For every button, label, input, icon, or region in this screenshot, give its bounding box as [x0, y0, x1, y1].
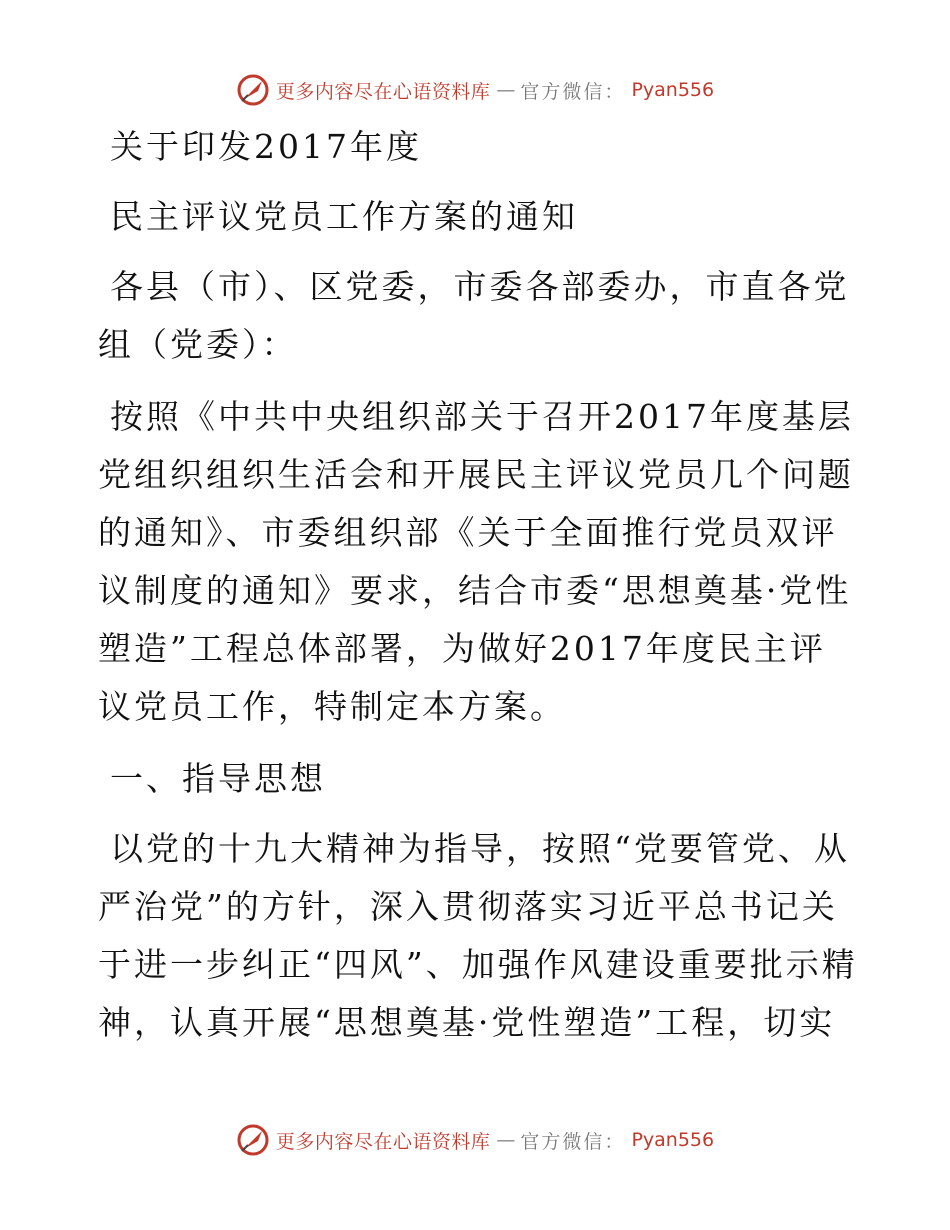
quill-logo-icon [236, 1123, 270, 1157]
section-heading-1: 一、指导思想 [110, 759, 326, 798]
document-body [98, 118, 858, 1066]
doc-salutation: 各县（市）、区党委，市委各部委办，市直各党组（党委）： [98, 267, 850, 364]
watermark-dash: — [496, 79, 515, 101]
doc-paragraph-2: 以党的十九大精神为指导，按照“党要管党、从严治党”的方针，深入贯彻落实习近平总书记关于进一步纠正“四风”、加强作风建设重要批示精神，认真开展“思想奠基·党性塑造”工程，切实 [98, 829, 858, 1042]
doc-title-line-2: 民主评议党员工作方案的通知 [110, 197, 578, 236]
footer-watermark [0, 1120, 950, 1160]
watermark-text: 更多内容尽在心语资料库 [275, 80, 491, 103]
header-watermark [0, 70, 950, 110]
watermark-id: Pyan556 [631, 1129, 715, 1151]
quill-logo-icon [236, 73, 270, 107]
watermark-dash: — [496, 1129, 515, 1151]
doc-paragraph-1: 按照《中共中央组织部关于召开2017年度基层党组织组织生活会和开展民主评议党员几个问题的通知》、市委组织部《关于全面推行党员双评议制度的通知》要求，结合市委“思想奠基·党性塑造”工程总体部署，为做好2017年度民主评议党员工作，特制定本方案。 [98, 397, 854, 726]
watermark-text: 更多内容尽在心语资料库 [275, 1130, 491, 1153]
watermark-label: 官方微信： [520, 80, 626, 103]
watermark-id: Pyan556 [631, 79, 715, 101]
watermark-label: 官方微信： [520, 1130, 626, 1153]
doc-title-line-1: 关于印发2017年度 [110, 127, 422, 166]
